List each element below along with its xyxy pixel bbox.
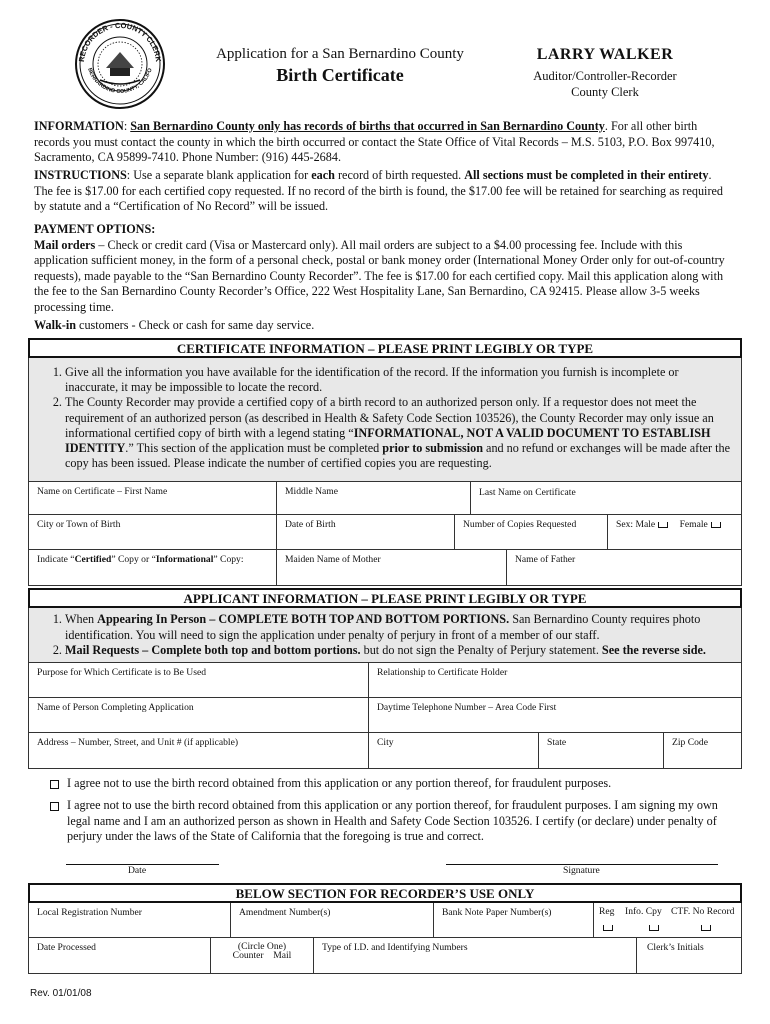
official-title-2: County Clerk [571,85,639,99]
date-of-birth-label: Date of Birth [285,519,336,530]
agreement-1-checkbox[interactable] [50,780,59,789]
cert-instruction-2c: .” This section of the application must be completed [125,441,383,456]
last-name-label: Last Name on Certificate [479,487,576,498]
information-label: INFORMATION [34,119,124,133]
middle-name-label: Middle Name [285,486,339,497]
cert-instruction-2b: INFORMATIONAL, NOT A VALID DOCUMENT TO ESTABLISH IDENTITY [65,425,711,456]
clerk-initials-field[interactable] [637,938,741,973]
mail-orders-label: Mail orders [34,237,96,252]
official-block [490,46,720,100]
cert-row-3 [28,550,742,586]
instructions-label: INSTRUCTIONS [34,168,127,182]
agreement-2-checkbox[interactable] [50,802,59,811]
local-registration-label: Local Registration Number [37,907,142,918]
agreement-2 [50,798,730,845]
applicant-instruction-1a: When [65,612,98,626]
seal-graphic [74,18,166,110]
walkin-paragraph [34,318,732,334]
middle-name-field[interactable] [277,482,471,514]
instructions-text-2: record of birth requested. [334,168,465,182]
applicant-instructions [28,608,742,662]
cert-row-2 [28,515,742,550]
seal-inner-text: BERNARDINO COUNTY, CALIFO [86,67,154,96]
last-name-field[interactable] [471,482,741,514]
official-name: LARRY WALKER [536,46,674,63]
phone-field[interactable] [369,698,741,732]
relationship-label: Relationship to Certificate Holder [377,667,508,678]
applicant-instruction-2a: Mail Requests – Complete both top and bottom portions. [65,643,361,657]
payment-paragraph [34,222,732,315]
bank-note-label: Bank Note Paper Number(s) [442,907,552,918]
copy-type-informational: Informational [155,554,214,565]
form-title-block [200,46,480,86]
form-title-line1: Application for a San Bernardino County [216,46,464,62]
circle-one-label: (Circle One) [237,941,287,952]
city-label: City [377,737,394,748]
purpose-label: Purpose for Which Certificate is to Be Used [37,667,207,678]
father-name-label: Name of Father [515,554,576,565]
copy-type-post: ” Copy: [213,554,244,565]
female-checkbox[interactable] [711,522,721,528]
walkin-label: Walk-in [34,318,76,332]
date-processed-field[interactable] [29,938,211,973]
applicant-instruction-1b: Appearing In Person – COMPLETE BOTH TOP AND BOTTOM PORTIONS. [97,612,510,626]
copies-label: Number of Copies Requested [463,519,577,530]
mail-orders-text: – Check or credit card (Visa or Mastercard only). All mail orders are subject to a $4.00 processing fee. Include with this application sufficient money, in the form of a personal check, postal or bank money order (International Money Order only for out-of-country requests), made payable to the “San Bernardino County Recorder”. The fee is $17.00 for each certified copy. Mail this application along with the fee to the San Bernardino County Recorder’s Office, 222 West Hospitality Lane, San Bernardino, CA 92415. Please allow 3-5 weeks processing time. [34,237,725,314]
instructions-text-3: . The fee is $17.00 for each certified copy requested. If no record of the birth is found, the $17.00 fee will be retained for searching as required by statute and a “Certification of No Record” will be issued. [34,168,724,213]
info-copy-checkbox[interactable] [649,925,659,931]
recorder-row-1 [28,903,742,938]
certificate-instructions [28,358,742,481]
reg-checkbox[interactable] [603,925,613,931]
instructions-bold-1: each [311,168,335,182]
information-text: . For all other birth records you must contact the county in which the birth occurred or contact the State Office of Vital Records – M.S. 5103, P.O. Box 997410, Sacramento, CA 95899-7410. Phone Number: (916) 445-2684. [34,119,715,164]
instructions-bold-2: All sections must be completed in their entirety [464,168,709,182]
father-name-field[interactable] [507,550,741,585]
agreement-1 [50,776,730,792]
cert-instruction-2 [65,395,733,471]
sex-male-label: Sex: Male [616,519,656,530]
local-registration-field[interactable] [29,903,231,937]
revision-label: Rev. 01/01/08 [30,988,92,999]
form-title: Birth Certificate [276,65,404,85]
first-name-label: Name on Certificate – First Name [37,486,168,497]
date-of-birth-field[interactable] [277,515,455,549]
city-of-birth-field[interactable] [29,515,277,549]
copies-field[interactable] [455,515,608,549]
applicant-instruction-2c: See the reverse side. [601,643,706,657]
copy-type-field[interactable] [29,550,277,585]
counter-option[interactable]: Counter [232,950,264,961]
phone-label: Daytime Telephone Number – Area Code First [377,702,557,713]
zip-field[interactable] [664,733,741,768]
applicant-row-2 [28,698,742,733]
completer-name-label: Name of Person Completing Application [37,702,194,713]
applicant-instruction-2b: but do not sign the Penalty of Perjury statement. [360,643,602,657]
date-label: Date [128,865,147,876]
copy-type-pre: Indicate “ [37,554,75,565]
applicant-instruction-1 [65,612,733,643]
ctf-checkbox[interactable] [701,925,711,931]
state-label: State [547,737,567,748]
copy-type-mid: ” Copy or “ [111,554,156,565]
ctf-label: CTF. No Record [671,906,735,917]
maiden-name-label: Maiden Name of Mother [285,554,381,565]
city-field[interactable] [369,733,539,768]
amendment-field[interactable] [231,903,434,937]
instructions-paragraph [34,168,732,215]
completer-name-field[interactable] [29,698,369,732]
cert-instruction-2a: The County Recorder may provide a certified copy of a birth record to an authorized person only. If a requestor does not meet the requirement of an authorized person (as described in Health & Safety Code Section 103526), the County Recorder may only issue an informational certified copy of birth with a legend stating “ [65,395,714,440]
relationship-field[interactable] [369,663,741,697]
walkin-text: customers - Check or cash for same day service. [76,318,315,332]
clerk-initials-label: Clerk’s Initials [647,942,704,953]
amendment-label: Amendment Number(s) [239,907,331,918]
seal-outer-text: RECORDER - COUNTY CLERK [76,20,164,63]
bank-note-field[interactable] [434,903,594,937]
official-title-1: Auditor/Controller-Recorder [533,69,677,83]
male-checkbox[interactable] [658,522,668,528]
city-of-birth-label: City or Town of Birth [37,519,121,530]
cert-instruction-1: 1. Give all the information you have available for the identification of the record. If the information you furnish is incomplete or inaccurate, it may be impossible to locate the record. [65,365,733,395]
signature-label: Signature [563,865,600,876]
id-type-field[interactable] [314,938,637,973]
address-field[interactable] [29,733,369,768]
maiden-name-field[interactable] [277,550,507,585]
mail-option[interactable]: Mail [273,950,292,961]
cert-row-1 [28,481,742,515]
applicant-row-1 [28,662,742,698]
info-copy-label: Info. Cpy [625,906,662,917]
first-name-field[interactable] [29,482,277,514]
cert-instruction-2d: prior to submission [382,441,483,456]
instructions-text-1: : Use a separate blank application for [126,168,312,182]
county-seal [74,18,166,110]
sex-field [608,515,741,549]
zip-label: Zip Code [672,737,708,748]
information-underlined: San Bernardino County only has records of births that occurred in San Bernardino County [130,119,605,133]
counter-mail-field [211,938,314,973]
certificate-section-header: CERTIFICATE INFORMATION – PLEASE PRINT LEGIBLY OR TYPE [28,338,742,358]
reg-label: Reg [599,906,615,917]
applicant-row-3 [28,733,742,769]
agreement-2-text: I agree not to use the birth record obtained from this application or any portion thereof, for fraudulent purposes. I am signing my own legal name and I am an authorized person as shown in Health and Safety Code Section 103526. I certify (or declare) under penalty of perjury under the laws of the State of California that the foregoing is true and correct. [67,798,718,843]
information-paragraph: INFORMATION: San Bernardino County only has records of births that occurred in San Bernardino County. For all other birth records you must contact the county in which the birth occurred or contact the State Office of Vital Records – M.S. 5103, P.O. Box 997410, Sacramento, CA 95899-7410. Phone Number: (916) 445-2684. [34,119,715,164]
id-type-label: Type of I.D. and Identifying Numbers [322,942,468,953]
agreement-1-text: I agree not to use the birth record obtained from this application or any portion thereof, for fraudulent purposes. [67,776,612,790]
sex-female-label: Female [679,519,708,530]
recorder-section-header: BELOW SECTION FOR RECORDER’S USE ONLY [28,883,742,903]
payment-label: PAYMENT OPTIONS: [34,222,156,236]
applicant-instruction-1c: San Bernardino County requires photo identification. You will need to sign the application under penalty of perjury in front of a member of our staff. [65,612,701,642]
applicant-instruction-2 [65,643,733,659]
address-label: Address – Number, Street, and Unit # (if applicable) [37,737,239,748]
cert-instruction-2e: and no refund or exchanges will be made after the copy has been issued. Please indicate the number of certified copies you are requesting. [65,441,731,471]
copy-type-certified: Certified [74,554,112,565]
applicant-section-header: APPLICANT INFORMATION – PLEASE PRINT LEGIBLY OR TYPE [28,588,742,608]
record-type-field [594,903,741,937]
date-processed-label: Date Processed [37,942,96,953]
state-field[interactable] [539,733,664,768]
purpose-field[interactable] [29,663,369,697]
recorder-row-2 [28,938,742,974]
